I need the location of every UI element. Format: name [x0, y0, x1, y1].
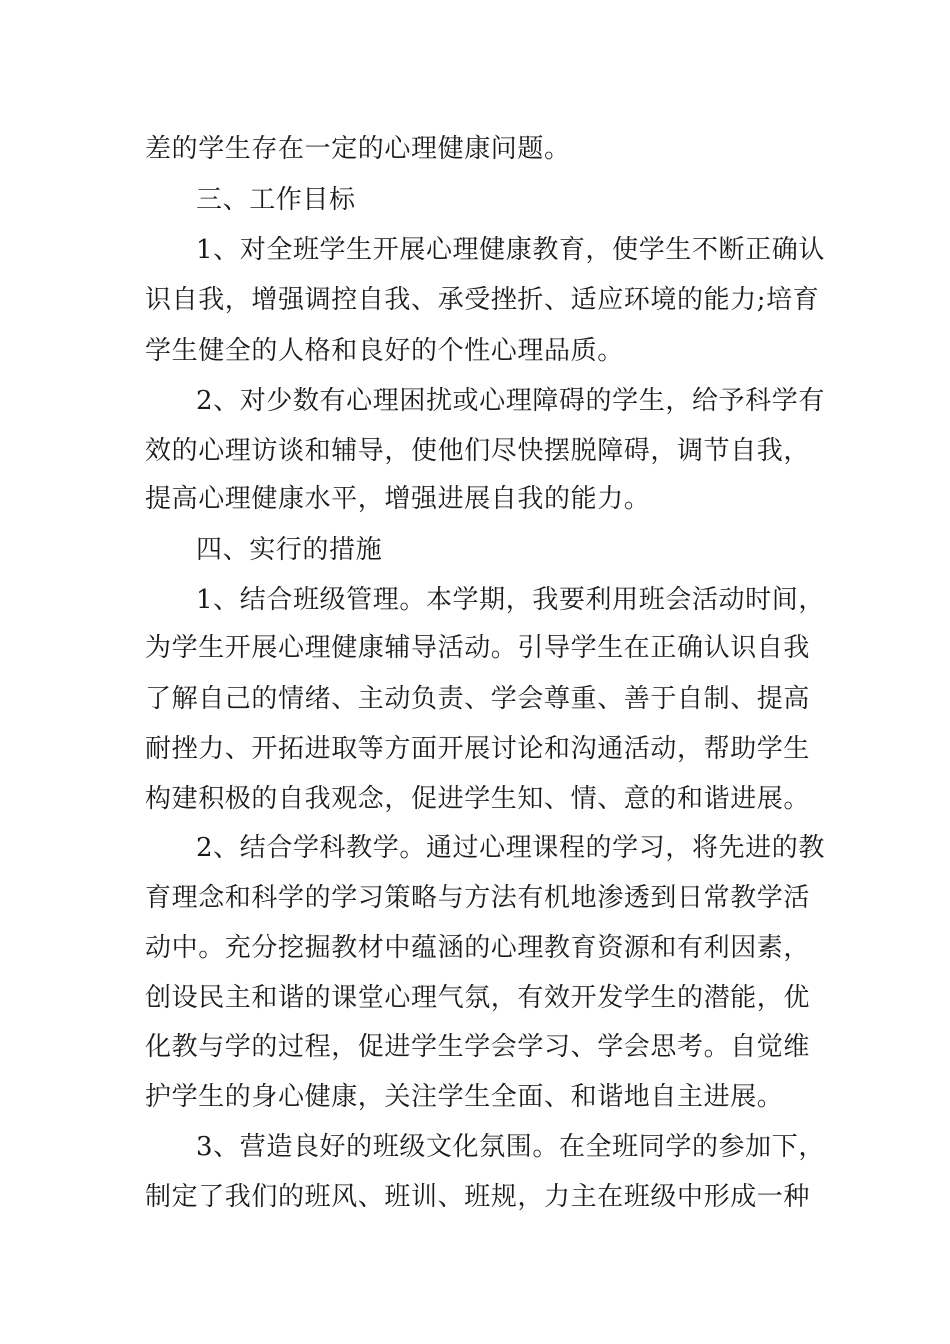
- text-line: 创设民主和谐的课堂心理气氛，有效开发学生的潜能，优: [145, 983, 811, 1013]
- text-line: 学生健全的人格和良好的个性心理品质。: [145, 336, 624, 366]
- section-heading: 四、实行的措施: [196, 535, 383, 565]
- text-line: 差的学生存在一定的心理健康问题。: [145, 134, 571, 164]
- section-heading: 三、工作目标: [196, 185, 356, 215]
- text-line: 耐挫力、开拓进取等方面开展讨论和沟通活动，帮助学生: [145, 734, 811, 764]
- text-line: 2、结合学科教学。通过心理课程的学习，将先进的教: [196, 833, 825, 863]
- text-line: 提高心理健康水平，增强进展自我的能力。: [145, 484, 651, 514]
- text-line: 1、对全班学生开展心理健康教育，使学生不断正确认: [196, 235, 825, 265]
- text-line: 识自我，增强调控自我、承受挫折、适应环境的能力;培育: [145, 285, 820, 315]
- text-line: 化教与学的过程，促进学生学会学习、学会思考。自觉维: [145, 1032, 811, 1062]
- text-line: 1、结合班级管理。本学期，我要利用班会活动时间，: [196, 585, 825, 615]
- text-line: 制定了我们的班风、班训、班规，力主在班级中形成一种: [145, 1182, 811, 1212]
- text-line: 动中。充分挖掘教材中蕴涵的心理教育资源和有利因素，: [145, 933, 811, 963]
- text-line: 为学生开展心理健康辅导活动。引导学生在正确认识自我: [145, 633, 811, 663]
- text-line: 育理念和科学的学习策略与方法有机地渗透到日常教学活: [145, 883, 811, 913]
- text-line: 3、营造良好的班级文化氛围。在全班同学的参加下，: [196, 1132, 825, 1162]
- text-line: 护学生的身心健康，关注学生全面、和谐地自主进展。: [145, 1082, 784, 1112]
- text-line: 2、对少数有心理困扰或心理障碍的学生，给予科学有: [196, 386, 825, 416]
- text-line: 了解自己的情绪、主动负责、学会尊重、善于自制、提高: [145, 684, 811, 714]
- text-line: 构建积极的自我观念，促进学生知、情、意的和谐进展。: [145, 784, 811, 814]
- text-line: 效的心理访谈和辅导，使他们尽快摆脱障碍，调节自我，: [145, 436, 811, 466]
